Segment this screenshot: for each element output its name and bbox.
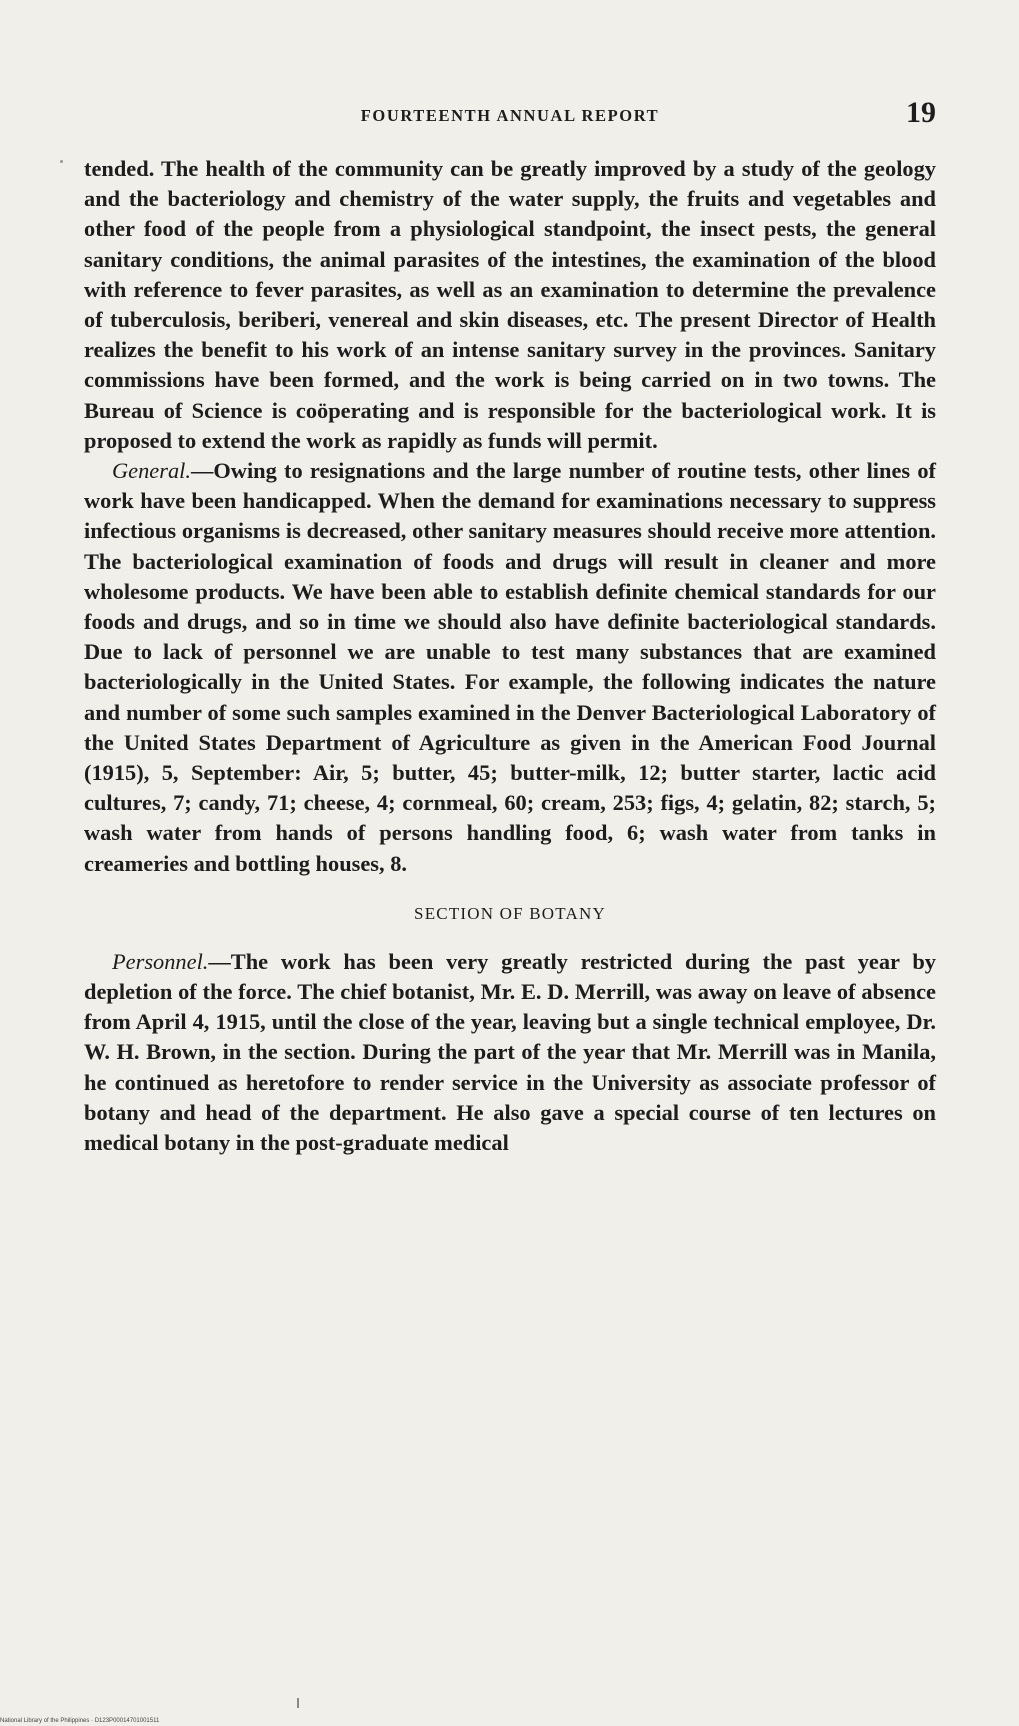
- scan-speck: [60, 160, 63, 163]
- scan-mark: [297, 1698, 299, 1708]
- personnel-runin-heading: Personnel.: [112, 948, 209, 974]
- section-heading: SECTION OF BOTANY: [414, 903, 606, 923]
- general-text: —Owing to resignations and the large number of routine tests, other lines of work have been handicapped. When the demand for examinations necessary to suppress infectious organisms is decreased, other sanitary measures should receive more attention. The bacteriological examination of foods and drugs will result in cleaner and more wholesome products. We have been able to establish definite chemical standards for our foods and drugs, and so in time we should also have definite bacteriological standards. Due to lack of personnel we are unable to test many substances that are examined bacteriologically in the United States. For example, the following indicates the nature and number of some such samples examined in the Denver Bacteriological Laboratory of the United States Department of Agriculture as given in the American Food Journal (1915), 5, September: Air, 5; butter, 45; butter-milk, 12; butter starter, lactic acid cultures, 7; candy, 71; cheese, 4; cornmeal, 60; cream, 253; figs, 4; gelatin, 82; starch, 5; wash water from hands of persons handling food, 6; wash water from tanks in creameries and bottling houses, 8.: [84, 458, 936, 876]
- scan-credit: National Library of the Philippines · D123P00014701001511: [0, 1718, 160, 1724]
- running-head: [84, 96, 936, 144]
- personnel-text: —The work has been very greatly restricted during the past year by depletion of the force. The chief botanist, Mr. E. D. Merrill, was away on leave of absence from April 4, 1915, until the close of the year, leaving but a single technical employee, Dr. W. H. Brown, in the section. During the part of the year that Mr. Merrill was in Manila, he continued as heretofore to render service in the University as associate professor of botany and head of the department. He also gave a special course of ten lectures on medical botany in the post-graduate medical: [84, 948, 936, 1156]
- document-page: [84, 96, 936, 1158]
- page-number: 19: [906, 96, 936, 129]
- paragraph-sanitary-survey: tended. The health of the community can be greatly improved by a study of the geology and the bacteriology and chemistry of the water supply, the fruits and vegetables and other food of the people from a physiological standpoint, the insect pests, the general sanitary conditions, the animal parasites of the intestines, the examination of the blood with reference to fever parasites, as well as an examination to determine the prevalence of tuberculosis, beriberi, venereal and skin diseases, etc. The present Director of Health realizes the benefit to his work of an intense sanitary survey in the provinces. Sanitary commissions have been formed, and the work is being carried on in two towns. The Bureau of Science is coöperating and is responsible for the bacteriological work. It is proposed to extend the work as rapidly as funds will permit.: [84, 156, 936, 453]
- general-runin-heading: General.: [112, 458, 191, 484]
- document-body: [84, 154, 936, 1158]
- running-title: FOURTEENTH ANNUAL REPORT: [360, 106, 660, 125]
- paragraph-general: [84, 456, 936, 879]
- paragraph-personnel: [84, 947, 936, 1158]
